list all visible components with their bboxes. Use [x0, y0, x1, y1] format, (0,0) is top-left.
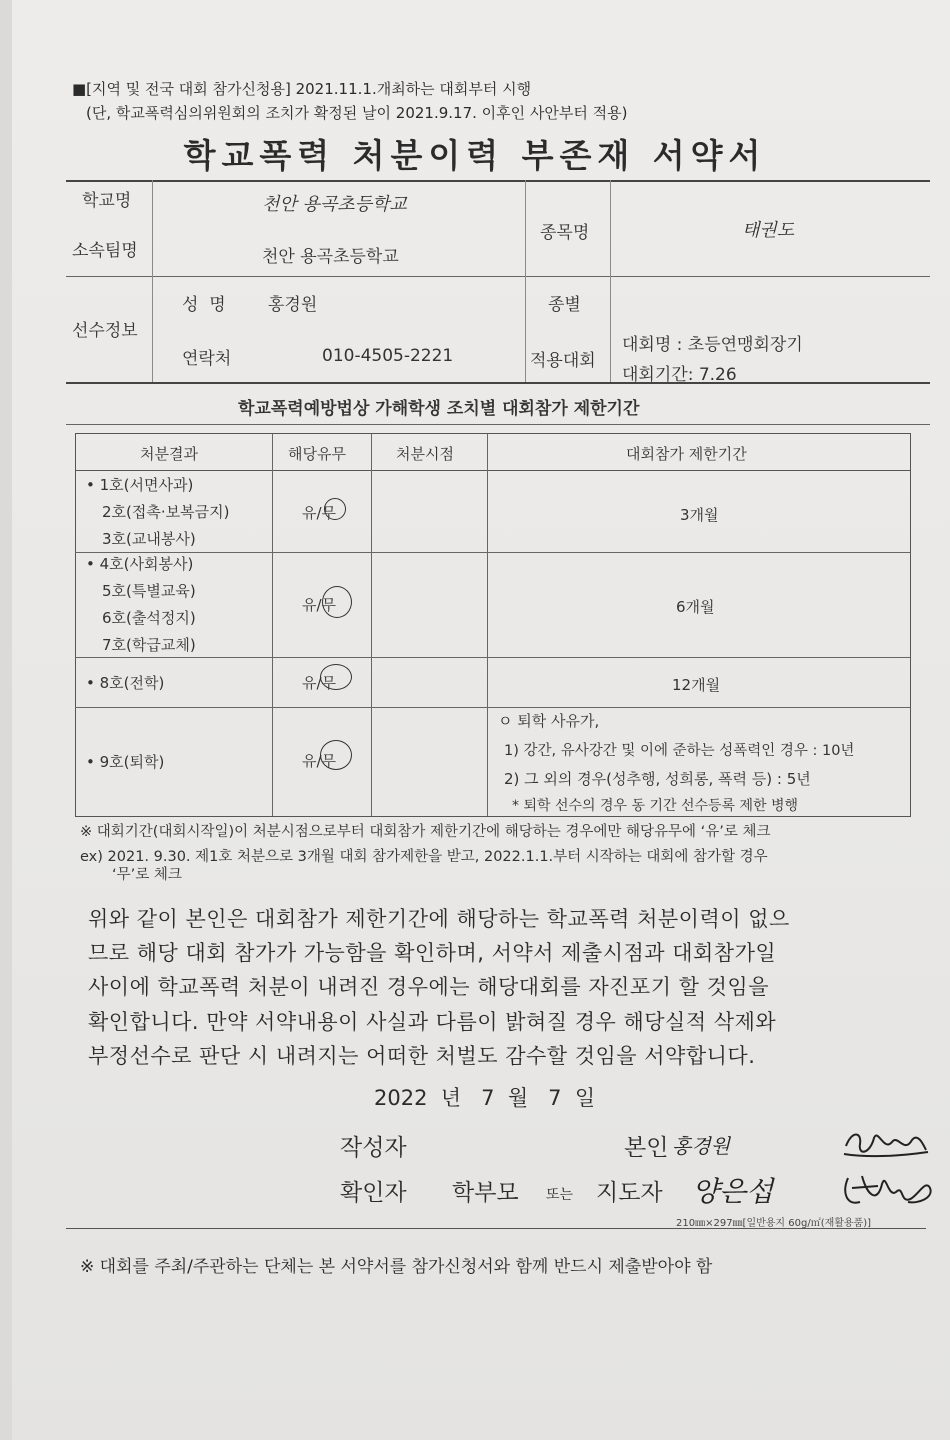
competition-period: 대회기간: 7.26: [622, 365, 737, 385]
row4-item-1: • 9호(퇴학): [86, 753, 165, 771]
event-value: 태권도: [742, 220, 795, 241]
row4-period-line-1: ㅇ 퇴학 사유가,: [498, 712, 600, 730]
writer-label: 작성자: [340, 1135, 407, 1161]
table-row-divider-1: [75, 552, 910, 553]
row3-check[interactable]: 유/무: [302, 674, 337, 692]
athlete-info-label: 선수정보: [72, 321, 138, 341]
section-divider: [66, 424, 930, 425]
col-header-timing: 처분시점: [396, 445, 454, 463]
col-header-applicable: 해당유무: [288, 445, 346, 463]
row3-item-1: • 8호(전학): [86, 674, 165, 692]
or-label: 또는: [546, 1187, 574, 1203]
row2-item-4: 7호(학급교체): [102, 636, 196, 654]
event-label: 종목명: [540, 223, 590, 243]
footer-note: ※ 대회를 주최/주관하는 단체는 본 서약서를 참가신청서와 함께 반드시 제출받아야 함: [80, 1257, 713, 1277]
footer-divider: [66, 1228, 926, 1229]
coach-label: 지도자: [596, 1180, 663, 1206]
col-header-period: 대회참가 제한기간: [626, 445, 747, 463]
row3-check-circle: [320, 664, 352, 690]
pledge-line-4: 확인합니다. 만약 서약내용이 사실과 다름이 밝혀질 경우 해당실적 삭제와: [88, 1010, 777, 1034]
pledge-line-3: 사이에 학교폭력 처분이 내려진 경우에는 해당대회를 자진포기 할 것임을: [88, 975, 769, 999]
row2-item-3: 6호(출석정지): [102, 609, 196, 627]
team-name-label: 소속팀명: [72, 241, 138, 261]
team-name-value: 천안 용곡초등학교: [262, 247, 399, 267]
gender-label: 종별: [548, 295, 581, 315]
info-table-bottom-border: [66, 382, 930, 384]
coach-signature-name: 양은섭: [692, 1175, 774, 1208]
competition-name: 대회명 : 초등연맹회장기: [622, 335, 803, 355]
pledge-line-5: 부정선수로 판단 시 내려지는 어떠한 처벌도 감수할 것임을 서약합니다.: [88, 1044, 756, 1068]
info-table-top-border: [66, 180, 930, 182]
self-signature-name: 홍경원: [672, 1134, 730, 1158]
pledge-line-2: 므로 해당 대회 참가가 가능함을 확인하며, 서약서 제출시점과 대회참가일: [88, 941, 777, 965]
school-name-label: 학교명: [82, 191, 132, 211]
school-name-value: 천안 용곡초등학교: [262, 194, 407, 215]
table-row-divider-3: [75, 707, 910, 708]
row4-period-line-4: * 퇴학 선수의 경우 동 기간 선수등록 제한 병행: [512, 798, 799, 814]
athlete-name-label: 성 명: [182, 295, 226, 315]
row1-item-3: 3호(교내봉사): [102, 530, 196, 548]
row4-period-line-2: 1) 강간, 유사강간 및 이에 준하는 성폭력인 경우 : 10년: [504, 743, 855, 759]
row4-check-circle: [320, 740, 352, 770]
athlete-name-value: 홍경원: [268, 295, 318, 315]
info-col-divider-1: [152, 180, 153, 382]
row2-item-1: • 4호(사회봉사): [86, 555, 194, 573]
row4-check[interactable]: 유/무: [302, 752, 337, 770]
table-col-divider-3: [487, 434, 488, 816]
row4-period-line-3: 2) 그 외의 경우(성추행, 성희롱, 폭력 등) : 5년: [504, 770, 811, 788]
confirmer-label: 확인자: [340, 1180, 407, 1206]
paper-spec: 210㎜×297㎜[일반용지 60g/㎡(재활용품)]: [676, 1218, 872, 1229]
table-col-divider-2: [371, 434, 372, 816]
row2-check-circle: [322, 586, 352, 618]
note-line-3: ‘무’로 체크: [112, 867, 182, 883]
info-col-divider-2: [525, 180, 526, 382]
contact-label: 연락처: [182, 349, 232, 369]
note-line-2: ex) 2021. 9.30. 제1호 처분으로 3개월 대회 참가제한을 받고, 2022.1.1.부터 시작하는 대회에 참가할 경우: [80, 849, 768, 865]
table-col-divider-1: [272, 434, 273, 816]
note-line-1: ※ 대회기간(대회시작일)이 처분시점으로부터 대회참가 제한기간에 해당하는 경우에만 해당유무에 ‘유’로 체크: [80, 824, 771, 840]
notice-line-2: (단, 학교폭력심의위원회의 조치가 확정된 날이 2021.9.17. 이후인 사안부터 적용): [86, 104, 628, 122]
row2-item-2: 5호(특별교육): [102, 582, 196, 600]
self-signature-mark: [840, 1124, 930, 1164]
pledge-line-1: 위와 같이 본인은 대회참가 제한기간에 해당하는 학교폭력 처분이력이 없으: [88, 907, 790, 931]
coach-signature-mark: [838, 1168, 938, 1212]
row2-check[interactable]: 유/무: [302, 596, 337, 614]
row3-period: 12개월: [672, 676, 721, 694]
row1-check[interactable]: 유/무: [302, 504, 337, 522]
self-label: 본인: [624, 1135, 669, 1161]
pledge-date: 2022 년 7 월 7 일: [374, 1086, 596, 1110]
row1-item-2: 2호(접촉·보복금지): [102, 503, 230, 521]
contact-value: 010-4505-2221: [322, 346, 454, 366]
row2-period: 6개월: [676, 598, 715, 616]
row1-check-circle: [324, 498, 346, 520]
info-col-divider-3: [610, 180, 611, 382]
parent-label: 학부모: [452, 1180, 519, 1206]
row1-period: 3개월: [680, 506, 719, 524]
info-row-divider: [66, 276, 930, 277]
col-header-result: 처분결과: [140, 445, 198, 463]
notice-line-1: ■[지역 및 전국 대회 참가신청용] 2021.11.1.개최하는 대회부터 시행: [72, 80, 532, 98]
competition-label: 적용대회: [530, 351, 596, 371]
restriction-section-title: 학교폭력예방법상 가해학생 조치별 대회참가 제한기간: [238, 399, 640, 419]
row1-item-1: • 1호(서면사과): [86, 476, 194, 494]
table-header-bottom: [75, 470, 910, 471]
document-title: 학교폭력 처분이력 부존재 서약서: [183, 136, 767, 175]
table-row-divider-2: [75, 657, 910, 658]
